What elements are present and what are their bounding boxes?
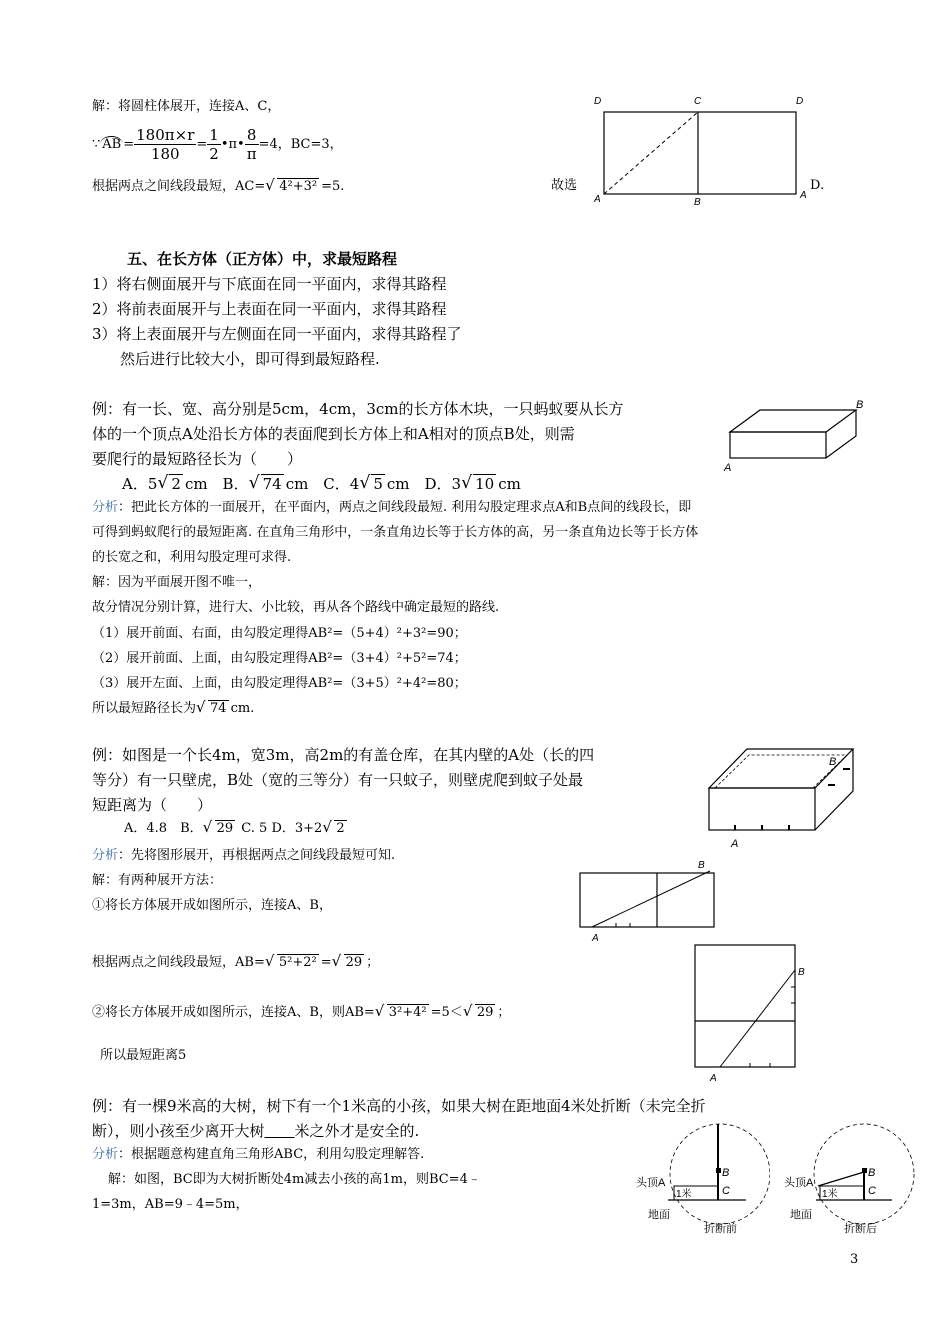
solution-line: 解：因为平面展开图不唯一， bbox=[92, 575, 262, 590]
conclusion-line: 所以最短路径长为√ 74 cm. bbox=[92, 700, 254, 717]
case-3: （3）展开左面、上面，由勾股定理得AB²=（3+5）²+4²=80； bbox=[92, 676, 467, 691]
tree-before-figure bbox=[630, 1120, 770, 1240]
choose-label: 故选 bbox=[551, 178, 578, 193]
ac-line: 根据两点之间线段最短，AC=√ 4²+3² =5. bbox=[92, 178, 344, 195]
unfold-figure-1 bbox=[572, 857, 722, 947]
label-d: D bbox=[796, 96, 804, 107]
solution-line: 故分情况分别计算，进行大、小比较，再从各个路线中确定最短的路线. bbox=[92, 600, 500, 615]
pi-dot: •π• bbox=[220, 136, 245, 152]
label-a: A bbox=[594, 194, 601, 205]
label-before: 折断前 bbox=[704, 1223, 737, 1235]
formula-line bbox=[92, 126, 343, 163]
label-c: C bbox=[722, 1185, 730, 1197]
label-head: 头顶A bbox=[784, 1177, 814, 1189]
example-3-line-1: 例：有一棵9米高的大树，树下有一个1米高的小孩，如果大树在距地面4米处折断（未完全折 bbox=[92, 1097, 706, 1115]
label-a: A bbox=[724, 462, 732, 474]
example-2-line-1: 例：如图是一个长4m，宽3m，高2m的有盖仓库，在其内壁的A处（长的四 bbox=[92, 746, 595, 764]
answer-blank bbox=[265, 1122, 295, 1140]
analysis-line: 分析：先将图形展开，再根据两点之间线段最短可知. bbox=[92, 848, 396, 863]
page-number: 3 bbox=[850, 1252, 859, 1267]
fraction-3: $\frac{8}{\pi}$ bbox=[246, 126, 257, 163]
label-head: 头顶A bbox=[636, 1177, 666, 1189]
label-meter: 1米 bbox=[822, 1189, 838, 1200]
solution-line: ①将长方体展开成如图所示，连接A、B， bbox=[92, 898, 332, 913]
label-b: B bbox=[856, 399, 864, 411]
example-1-line-3: 要爬行的最短路径长为（ ） bbox=[92, 450, 303, 468]
example-1-line-1: 例：有一长、宽、高分别是5cm，4cm，3cm的长方体木块，一只蚂蚁要从长方 bbox=[92, 400, 624, 418]
label-a: A bbox=[592, 933, 599, 944]
eq: = bbox=[196, 136, 208, 152]
unfold-figure-2 bbox=[690, 937, 820, 1087]
because-symbol: ∵ bbox=[92, 136, 101, 152]
solution-line: 根据两点之间线段最短，AB=√ 5²+2² =√ 29 ； bbox=[92, 954, 379, 971]
arc-ab: AB bbox=[102, 137, 122, 153]
analysis-line: 可得到蚂蚁爬行的最短距离. 在直角三角形中，一条直角边长等于长方体的高，另一条直角边长等于长方体 bbox=[92, 525, 699, 540]
label-b: B bbox=[722, 1167, 730, 1179]
label-b: B bbox=[798, 967, 805, 978]
fraction-2: $\frac{1}{2}$ bbox=[209, 126, 219, 163]
label-a: A bbox=[710, 1073, 717, 1084]
label-b: B bbox=[829, 756, 837, 768]
analysis-line: 的长宽之和，利用勾股定理可求得. bbox=[92, 550, 292, 565]
eq: = bbox=[123, 136, 135, 152]
tree-after-figure bbox=[780, 1120, 920, 1240]
step-4: 然后进行比较大小，即可得到最短路程. bbox=[120, 350, 380, 368]
label-meter: 1米 bbox=[676, 1189, 692, 1200]
label-c: C bbox=[868, 1185, 876, 1197]
analysis-line: 分析：根据题意构建直角三角形ABC，利用勾股定理解答. bbox=[92, 1147, 425, 1162]
example-1-options: A．5√ 2 cm B．√ 74 cm C．4√ 5 cm D．3√ 10 cm bbox=[122, 474, 521, 493]
solution-line: 1=3m，AB=9﹣4=5m， bbox=[92, 1197, 249, 1212]
label-d: D bbox=[594, 96, 602, 107]
example-3-line-2: 断），则小孩至少离开大树 米之外才是安全的. bbox=[92, 1122, 420, 1140]
step-1: 1）将右侧面展开与下底面在同一平面内，求得其路程 bbox=[92, 275, 447, 293]
step-3: 3）将上表面展开与左侧面在同一平面内，求得其路程了 bbox=[92, 325, 462, 343]
example-2-line-3: 短距离为（ ） bbox=[92, 796, 213, 814]
label-b: B bbox=[694, 197, 701, 207]
label-a: A bbox=[731, 838, 739, 850]
answer-label: D. bbox=[810, 178, 825, 193]
case-1: （1）展开前面、右面，由勾股定理得AB²=（5+4）²+3²=90； bbox=[92, 626, 467, 641]
warehouse-figure bbox=[703, 743, 858, 853]
solution-line: ②将长方体展开成如图所示，连接A、B，则AB=√ 3²+4² =5＜√ 29 ； bbox=[92, 1004, 510, 1021]
formula-tail: =4，BC=3， bbox=[258, 136, 343, 152]
label-ground: 地面 bbox=[790, 1209, 812, 1221]
section-title: 五、在长方体（正方体）中，求最短路程 bbox=[127, 250, 398, 268]
solution-line: 解：如图，BC即为大树折断处4m减去小孩的高1m，则BC=4﹣ bbox=[108, 1172, 481, 1187]
case-2: （2）展开前面、上面，由勾股定理得AB²=（3+4）²+5²=74； bbox=[92, 651, 467, 666]
cylinder-unfold-figure bbox=[590, 92, 815, 207]
analysis-line: 分析：把此长方体的一面展开，在平面内，两点之间线段最短. 利用勾股定理求点A和B点间的线段长，即 bbox=[92, 500, 692, 515]
solution-line: 解：将圆柱体展开，连接A、C， bbox=[92, 99, 281, 114]
label-b: B bbox=[868, 1167, 876, 1179]
label-c: C bbox=[694, 96, 702, 107]
example-1-line-2: 体的一个顶点A处沿长方体的表面爬到长方体上和A相对的顶点B处，则需 bbox=[92, 425, 575, 443]
label-after: 折断后 bbox=[844, 1223, 877, 1235]
conclusion-line: 所以最短距离5 bbox=[100, 1048, 187, 1063]
fraction-1: $\frac{180\pi\times r}{180}$ bbox=[136, 126, 195, 163]
example-2-options: A．4.8 B．√ 29 C. 5 D．3+2√ 2 bbox=[124, 820, 349, 837]
label-a: A bbox=[800, 190, 807, 201]
label-ground: 地面 bbox=[648, 1209, 670, 1221]
cuboid-figure bbox=[718, 396, 868, 476]
step-2: 2）将前表面展开与上表面在同一平面内，求得其路程 bbox=[92, 300, 447, 318]
solution-line: 解：有两种展开方法： bbox=[92, 873, 223, 888]
label-b: B bbox=[698, 860, 705, 871]
example-2-line-2: 等分）有一只壁虎，B处（宽的三等分）有一只蚊子，则壁虎爬到蚊子处最 bbox=[92, 771, 584, 789]
